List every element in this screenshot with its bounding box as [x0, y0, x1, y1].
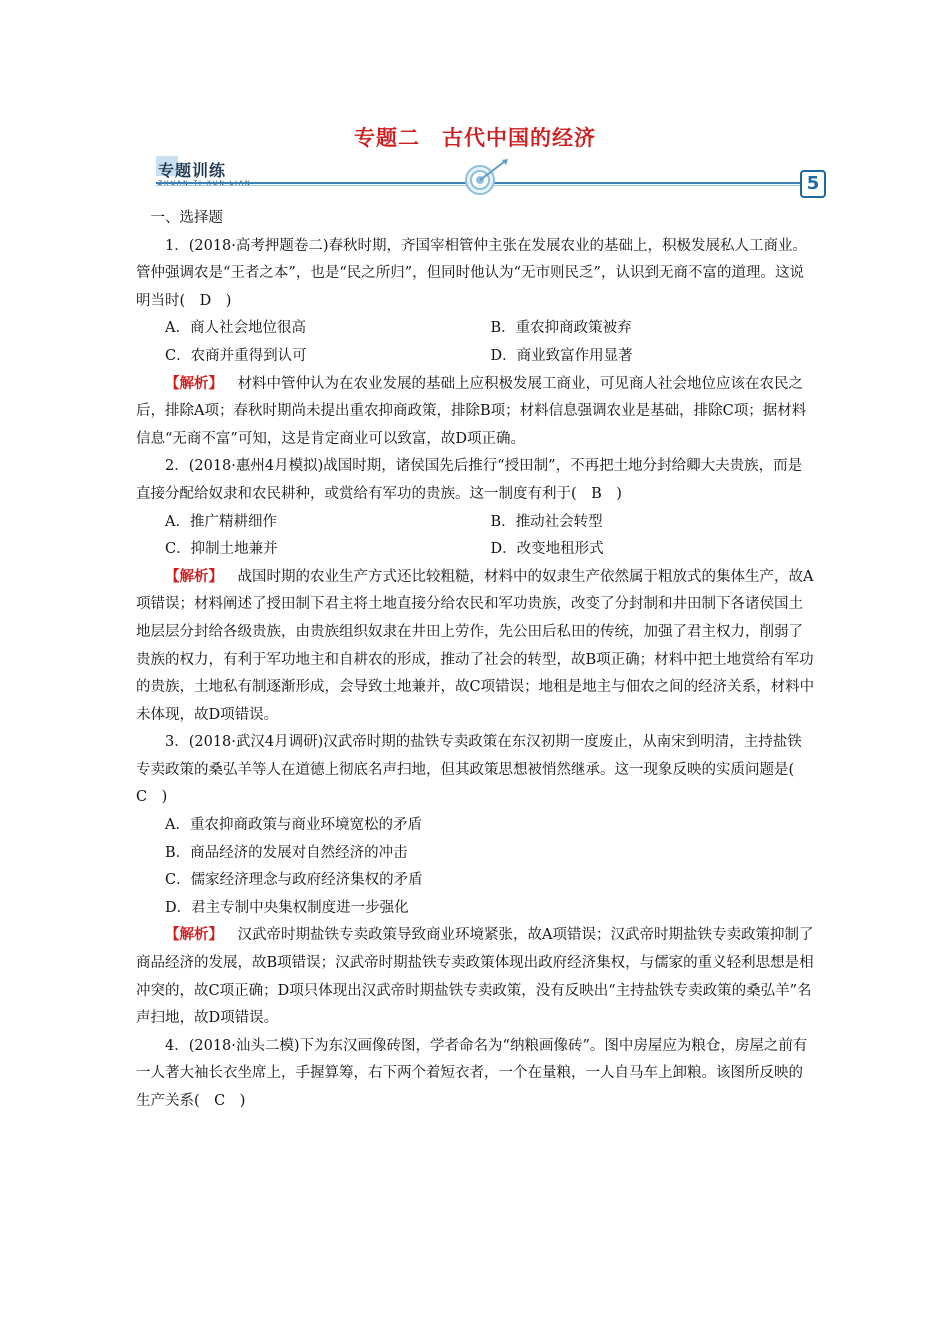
unit-number-badge: 5: [800, 170, 826, 198]
banner-tag-label: 专题训练: [158, 161, 227, 180]
analysis-label: 【解析】: [165, 568, 223, 585]
analysis-text: 汉武帝时期盐铁专卖政策导致商业环境紧张，故A项错误；汉武帝时期盐铁专卖政策抑制了商品经济的发展，故B项错误；汉武帝时期盐铁专卖政策体现出政府经济集权，与儒家的重义轻利思想是相冲突的，故C项正确；D项只体现出汉武帝时期盐铁专卖政策，没有反映出“主持盐铁专卖政策的桑弘羊”名声扫地，故D项错误。: [136, 927, 814, 1027]
page-title: 专题二 古代中国的经济: [354, 126, 596, 150]
option-list: [136, 509, 816, 564]
option-b: B．重农抑商政策被弃: [490, 320, 632, 337]
option-c: C．抑制土地兼并: [165, 541, 278, 558]
question-content: [136, 205, 816, 1116]
option-a: A．推广精耕细作: [165, 513, 277, 530]
target-icon: [456, 158, 510, 198]
option-b: B．商品经济的发展对自然经济的冲击: [165, 844, 408, 861]
analysis-paragraph: [136, 371, 816, 454]
analysis-label: 【解析】: [165, 927, 223, 944]
option-b: B．推动社会转型: [490, 513, 603, 530]
option-list: [136, 812, 816, 922]
option-list: [136, 315, 816, 370]
section-banner: [156, 156, 826, 196]
option-a: A．商人社会地位很高: [165, 320, 306, 337]
option-d: D．改变地租形式: [490, 541, 604, 558]
analysis-paragraph: [136, 922, 816, 1032]
option-d: D．君主专制中央集权制度进一步强化: [165, 899, 409, 916]
question-stem: 2．(2018·惠州4月模拟)战国时期，诸侯国先后推行“授田制”，不再把土地分封给卿大夫贵族，而是直接分配给奴隶和农民耕种，或赏给有军功的贵族。这一制度有利于( B ): [136, 458, 803, 502]
question-stem: 1．(2018·高考押题卷二)春秋时期，齐国宰相管仲主张在发展农业的基础上，积极发展私人工商业。管仲强调农是“王者之本”，也是“民之所归”，但同时他认为“无市则民乏”，认识到无商不富的道理。这说明当时( D ): [136, 237, 808, 309]
section-heading: 一、选择题: [150, 210, 223, 226]
question-stem: 3．(2018·武汉4月调研)汉武帝时期的盐铁专卖政策在东汉初期一度废止，从南宋到明清，主持盐铁专卖政策的桑弘羊等人在道德上彻底名声扫地，但其政策思想被悄然继承。这一现象反映的实质问题是( C ): [136, 734, 809, 806]
analysis-text: 战国时期的农业生产方式还比较粗糙，材料中的奴隶生产依然属于粗放式的集体生产，故A项错误；材料阐述了授田制下君主将土地直接分给农民和军功贵族，改变了分封制和井田制下各诸侯国土地层层分封给各级贵族，由贵族组织奴隶在井田上劳作，先公田后私田的传统，加强了君主权力，削弱了贵族的权力，有利于军功地主和自耕农的形成，推动了社会的转型，故B项正确；材料中把土地赏给有军功的贵族，土地私有制逐渐形成，会导致土地兼并，故C项错误；地租是地主与佃农之间的经济关系，材料中未体现，故D项错误。: [136, 568, 815, 723]
question-stem: 4．(2018·汕头二模)下为东汉画像砖图，学者命名为“纳粮画像砖”。图中房屋应为粮仓，房屋之前有一人著大袖长衣坐席上，手握算筹，右下两个着短衣者，一个在量粮，一人自马车上卸粮。该图所反映的生产关系( C ): [136, 1037, 808, 1109]
option-c: C．儒家经济理念与政府经济集权的矛盾: [165, 872, 423, 889]
analysis-label: 【解析】: [165, 375, 223, 392]
analysis-text: 材料中管仲认为在农业发展的基础上应积极发展工商业，可见商人社会地位应该在农民之后，排除A项；春秋时期尚未提出重农抑商政策，排除B项；材料信息强调农业是基础，排除C项；据材料信息“无商不富”可知，这是肯定商业可以致富，故D项正确。: [136, 375, 807, 447]
option-d: D．商业致富作用显著: [490, 347, 633, 364]
analysis-paragraph: [136, 564, 816, 730]
option-a: A．重农抑商政策与商业环境宽松的矛盾: [165, 817, 422, 834]
option-c: C．农商并重得到认可: [165, 347, 307, 364]
